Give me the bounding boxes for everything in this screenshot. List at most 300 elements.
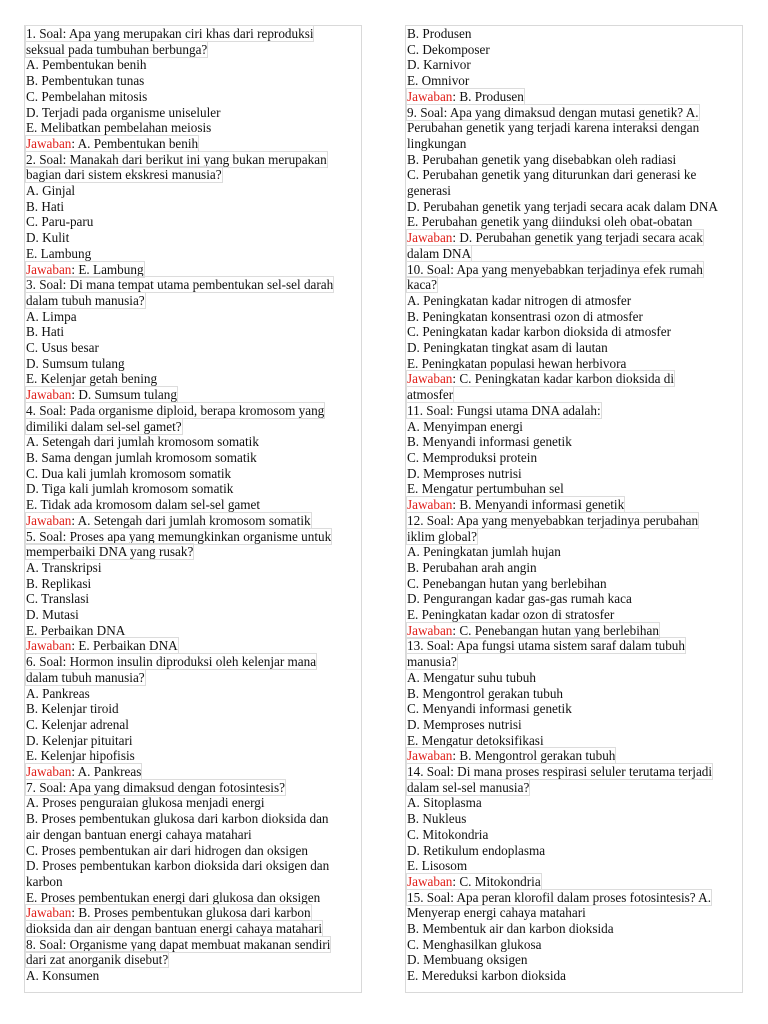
line-text: seksual pada tumbuhan berbunga? — [26, 41, 208, 57]
text-line — [407, 921, 741, 937]
line-text: 11. Soal: Fungsi utama DNA adalah: — [407, 402, 601, 418]
text-line — [407, 827, 741, 843]
line-content — [26, 262, 144, 277]
line-text: E. Perbaikan DNA — [26, 622, 126, 638]
text-line — [407, 199, 741, 215]
text-line — [26, 890, 360, 906]
text-line — [26, 152, 360, 168]
line-text: : D. Perubahan genetik yang terjadi secara acak — [452, 230, 703, 246]
text-line — [407, 183, 741, 199]
text-line — [407, 356, 741, 372]
line-content — [407, 921, 614, 936]
line-text: 6. Soal: Hormon insulin diproduksi oleh kelenjar mana — [26, 654, 317, 670]
line-content — [26, 371, 157, 386]
answer-line — [26, 262, 360, 278]
text-line — [26, 827, 360, 843]
line-content — [26, 246, 91, 261]
text-line — [407, 293, 741, 309]
text-line — [26, 686, 360, 702]
text-line — [407, 701, 741, 717]
answer-label: Jawaban — [407, 622, 453, 638]
answer-line — [407, 230, 741, 246]
line-content — [407, 623, 659, 638]
line-content — [26, 450, 257, 465]
line-content — [26, 277, 333, 292]
text-line — [26, 89, 360, 105]
text-line — [407, 607, 741, 623]
line-text: B. Replikasi — [26, 575, 92, 591]
line-text: D. Mutasi — [26, 607, 79, 623]
line-text: A. Peningkatan jumlah hujan — [407, 544, 561, 560]
line-text: B. Hati — [26, 324, 65, 340]
line-content — [407, 937, 541, 952]
line-text: A. Pembentukan benih — [26, 57, 147, 73]
line-content — [26, 544, 193, 559]
right-column — [405, 25, 743, 993]
line-content — [26, 952, 168, 967]
line-content — [407, 874, 541, 889]
line-text: 3. Soal: Di mana tempat utama pembentukan sel-sel darah — [26, 277, 334, 293]
text-line — [26, 246, 360, 262]
line-text: E. Mereduksi karbon dioksida — [407, 968, 566, 984]
text-line — [26, 57, 360, 73]
line-text: bagian dari sistem ekskresi manusia? — [26, 167, 222, 183]
answer-line — [26, 513, 360, 529]
line-content — [407, 57, 471, 72]
text-line — [407, 214, 741, 230]
text-line — [407, 952, 741, 968]
line-content — [407, 827, 488, 842]
line-text: C. Menghasilkan glukosa — [407, 936, 542, 952]
line-text: B. Kelenjar tiroid — [26, 701, 119, 717]
line-content — [407, 73, 469, 88]
line-content — [407, 654, 457, 669]
line-text: : B. Menyandi informasi genetik — [452, 497, 625, 513]
line-content — [407, 356, 626, 371]
line-text: C. Pembelahan mitosis — [26, 88, 148, 104]
answer-label: Jawaban — [407, 873, 453, 889]
text-line — [407, 591, 741, 607]
line-content — [26, 419, 182, 434]
line-content — [407, 42, 490, 57]
text-line — [26, 481, 360, 497]
line-text: : B. Proses pembentukan glukosa dari karbon — [71, 905, 311, 921]
line-text: D. Peningkatan tingkat asam di lautan — [407, 340, 608, 356]
line-text: dalam DNA — [407, 245, 472, 261]
text-line — [26, 858, 360, 874]
text-line — [26, 450, 360, 466]
line-content — [26, 843, 308, 858]
line-content — [26, 89, 147, 104]
line-content — [407, 497, 624, 512]
answer-line — [26, 905, 360, 921]
line-content — [26, 921, 322, 936]
line-content — [26, 356, 125, 371]
answer-line — [407, 623, 741, 639]
text-line — [407, 513, 741, 529]
left-column — [24, 25, 362, 993]
text-line — [26, 843, 360, 859]
text-line — [26, 403, 360, 419]
line-text: B. Nukleus — [407, 811, 467, 827]
line-content — [26, 937, 330, 952]
text-line — [407, 167, 741, 183]
text-line — [407, 105, 741, 121]
text-line — [407, 73, 741, 89]
line-content — [26, 324, 64, 339]
line-text: E. Lambung — [26, 245, 92, 261]
line-text: A. Mengatur suhu tubuh — [407, 669, 536, 685]
line-text: atmosfer — [407, 387, 454, 403]
text-line — [407, 26, 741, 42]
line-text: D. Memproses nutrisi — [407, 465, 522, 481]
line-text: A. Setengah dari jumlah kromosom somatik — [26, 434, 259, 450]
answer-line — [407, 874, 741, 890]
line-content — [26, 136, 198, 151]
line-content — [26, 795, 265, 810]
text-line — [26, 529, 360, 545]
line-content — [26, 811, 329, 826]
line-text: B. Hati — [26, 198, 65, 214]
line-text: C. Menyandi informasi genetik — [407, 701, 572, 717]
line-content — [407, 858, 467, 873]
text-line — [407, 811, 741, 827]
text-line — [407, 670, 741, 686]
line-content — [26, 340, 99, 355]
answer-label: Jawaban — [407, 497, 453, 513]
line-text: manusia? — [407, 654, 457, 670]
line-content — [26, 309, 77, 324]
text-line — [26, 42, 360, 58]
line-text: B. Perubahan arah angin — [407, 559, 537, 575]
line-text: generasi — [407, 183, 451, 199]
line-content — [407, 89, 524, 104]
text-line — [26, 670, 360, 686]
line-content — [26, 214, 93, 229]
line-text: E. Mengatur detoksifikasi — [407, 732, 544, 748]
line-text: dimiliki dalam sel-sel gamet? — [26, 418, 182, 434]
line-content — [407, 434, 572, 449]
line-text: C. Proses pembentukan air dari hidrogen dan oksigen — [26, 842, 309, 858]
line-text: A. Peningkatan kadar nitrogen di atmosfer — [407, 292, 632, 308]
line-content — [26, 513, 311, 528]
line-content — [26, 686, 90, 701]
line-content — [26, 183, 75, 198]
text-line — [407, 466, 741, 482]
line-text: dalam sel-sel manusia? — [407, 779, 530, 795]
line-text: D. Membuang oksigen — [407, 952, 528, 968]
text-line — [407, 795, 741, 811]
line-content — [26, 890, 320, 905]
text-line — [407, 638, 741, 654]
answer-line — [26, 764, 360, 780]
line-text: D. Memproses nutrisi — [407, 716, 522, 732]
line-text: A. Transkripsi — [26, 559, 102, 575]
line-text: dalam tubuh manusia? — [26, 669, 145, 685]
line-text: D. Karnivor — [407, 57, 471, 73]
line-content — [26, 466, 231, 481]
line-text: D. Terjadi pada organisme uniseluler — [26, 104, 221, 120]
text-line — [26, 576, 360, 592]
text-line — [407, 686, 741, 702]
line-content — [407, 529, 477, 544]
line-text: Perubahan genetik yang terjadi karena interaksi dengan — [407, 120, 700, 136]
line-content — [407, 387, 453, 402]
line-text: D. Sumsum tulang — [26, 355, 125, 371]
line-text: D. Proses pembentukan karbon dioksida dari oksigen dan — [26, 858, 330, 874]
line-content — [26, 638, 178, 653]
text-line — [407, 905, 741, 921]
text-line — [26, 293, 360, 309]
line-text: B. Produsen — [407, 26, 472, 41]
text-line — [407, 277, 741, 293]
line-content — [26, 607, 79, 622]
text-line — [26, 214, 360, 230]
text-line — [26, 199, 360, 215]
answer-line — [407, 497, 741, 513]
line-text: A. Proses penguraian glukosa menjadi energi — [26, 795, 265, 811]
line-text: kaca? — [407, 277, 438, 293]
text-line — [407, 246, 741, 262]
line-text: C. Paru-paru — [26, 214, 94, 230]
line-text: dari zat anorganik disebut? — [26, 952, 169, 968]
text-line — [407, 419, 741, 435]
text-line — [26, 780, 360, 796]
text-line — [26, 167, 360, 183]
line-content — [407, 136, 466, 151]
text-line — [407, 262, 741, 278]
line-content — [26, 497, 260, 512]
line-text: A. Konsumen — [26, 968, 100, 984]
line-text: : B. Mengontrol gerakan tubuh — [452, 748, 616, 764]
answer-line — [407, 371, 741, 387]
text-line — [407, 560, 741, 576]
line-content — [407, 670, 536, 685]
text-line — [26, 73, 360, 89]
line-text: C. Memproduksi protein — [407, 449, 538, 465]
line-content — [26, 403, 324, 418]
line-text: A. Limpa — [26, 308, 77, 324]
line-content — [26, 654, 316, 669]
text-line — [407, 937, 741, 953]
text-line — [407, 544, 741, 560]
line-content — [407, 277, 437, 292]
line-text: E. Proses pembentukan energi dari glukosa dan oksigen — [26, 889, 321, 905]
line-content — [26, 26, 313, 41]
line-text: 12. Soal: Apa yang menyebabkan terjadinya perubahan — [407, 512, 699, 528]
answer-line — [26, 136, 360, 152]
line-text: memperbaiki DNA yang rusak? — [26, 544, 194, 560]
line-content — [407, 403, 601, 418]
line-content — [407, 199, 718, 214]
answer-label: Jawaban — [407, 748, 453, 764]
line-content — [407, 576, 607, 591]
line-content — [407, 952, 528, 967]
line-text: C. Peningkatan kadar karbon dioksida di atmosfer — [407, 324, 672, 340]
text-line — [407, 780, 741, 796]
text-line — [26, 26, 360, 42]
line-content — [407, 230, 703, 245]
line-content — [26, 576, 91, 591]
line-text: E. Kelenjar getah bening — [26, 371, 158, 387]
text-line — [407, 340, 741, 356]
text-line — [407, 57, 741, 73]
line-content — [26, 230, 69, 245]
line-content — [26, 167, 222, 182]
line-content — [407, 733, 544, 748]
line-content — [407, 968, 566, 983]
line-text: E. Omnivor — [407, 73, 470, 89]
line-content — [26, 733, 133, 748]
line-content — [26, 905, 311, 920]
line-content — [407, 105, 699, 120]
line-content — [407, 905, 586, 920]
line-content — [407, 293, 631, 308]
line-content — [407, 638, 685, 653]
line-text: 8. Soal: Organisme yang dapat membuat makanan sendiri — [26, 936, 331, 952]
text-line — [26, 591, 360, 607]
line-text: B. Membentuk air dan karbon dioksida — [407, 921, 614, 937]
text-line — [26, 733, 360, 749]
text-line — [407, 843, 741, 859]
text-line — [26, 654, 360, 670]
text-line — [407, 120, 741, 136]
line-text: B. Mengontrol gerakan tubuh — [407, 685, 564, 701]
line-text: : C. Mitokondria — [452, 873, 541, 889]
line-text: A. Pankreas — [26, 685, 90, 701]
line-content — [26, 827, 252, 842]
line-text: C. Penebangan hutan yang berlebihan — [407, 575, 607, 591]
text-line — [407, 136, 741, 152]
text-line — [26, 607, 360, 623]
line-text: 15. Soal: Apa peran klorofil dalam proses fotosintesis? A. — [407, 889, 711, 905]
text-line — [26, 324, 360, 340]
line-text: air dengan bantuan energi cahaya matahari — [26, 826, 252, 842]
text-line — [407, 450, 741, 466]
line-content — [407, 419, 523, 434]
line-text: C. Usus besar — [26, 340, 99, 356]
text-line — [26, 544, 360, 560]
line-text: D. Retikulum endoplasma — [407, 842, 546, 858]
text-line — [407, 890, 741, 906]
line-content — [407, 340, 608, 355]
text-line — [407, 324, 741, 340]
line-content — [407, 686, 563, 701]
line-content — [407, 324, 671, 339]
text-line — [26, 968, 360, 984]
text-line — [26, 701, 360, 717]
line-content — [26, 764, 141, 779]
answer-label: Jawaban — [26, 135, 72, 151]
line-content — [407, 120, 699, 135]
text-line — [26, 795, 360, 811]
text-line — [407, 529, 741, 545]
text-line — [407, 42, 741, 58]
line-text: E. Lisosom — [407, 858, 468, 874]
text-line — [26, 309, 360, 325]
line-text: lingkungan — [407, 135, 467, 151]
answer-line — [26, 638, 360, 654]
line-text: B. Proses pembentukan glukosa dari karbon dioksida dan — [26, 811, 329, 827]
text-line — [26, 811, 360, 827]
line-content — [407, 481, 564, 496]
text-line — [407, 309, 741, 325]
answer-label: Jawaban — [26, 387, 72, 403]
line-content — [26, 968, 99, 983]
text-line — [407, 733, 741, 749]
text-line — [26, 230, 360, 246]
answer-label: Jawaban — [26, 905, 72, 921]
line-text: : B. Produsen — [452, 88, 524, 104]
text-line — [407, 764, 741, 780]
line-content — [26, 701, 119, 716]
line-text: : D. Sumsum tulang — [71, 387, 177, 403]
line-content — [26, 57, 147, 72]
line-text: A. Menyimpan energi — [407, 418, 523, 434]
line-text: E. Peningkatan populasi hewan herbivora — [407, 355, 627, 371]
line-text: dalam tubuh manusia? — [26, 292, 145, 308]
answer-label: Jawaban — [26, 261, 72, 277]
line-content — [407, 717, 522, 732]
line-content — [407, 26, 471, 41]
line-text: D. Kulit — [26, 230, 70, 246]
line-content — [407, 748, 615, 763]
line-text: C. Perubahan genetik yang diturunkan dari generasi ke — [407, 167, 697, 183]
line-content — [26, 780, 285, 795]
text-line — [407, 403, 741, 419]
line-text: E. Kelenjar hipofisis — [26, 748, 135, 764]
text-line — [26, 623, 360, 639]
line-content — [407, 811, 466, 826]
line-content — [26, 73, 144, 88]
text-line — [407, 654, 741, 670]
line-text: E. Melibatkan pembelahan meiosis — [26, 120, 212, 136]
line-text: D. Perubahan genetik yang terjadi secara acak dalam DNA — [407, 198, 718, 214]
line-text: dioksida dan air dengan bantuan energi cahaya matahari — [26, 921, 322, 937]
text-line — [407, 387, 741, 403]
line-text: C. Dua kali jumlah kromosom somatik — [26, 465, 232, 481]
text-line — [26, 356, 360, 372]
line-content — [407, 371, 674, 386]
line-content — [26, 858, 329, 873]
line-content — [407, 167, 696, 182]
line-text: : E. Lambung — [71, 261, 144, 277]
text-line — [26, 120, 360, 136]
text-line — [407, 434, 741, 450]
line-content — [26, 670, 145, 685]
answer-line — [26, 387, 360, 403]
line-text: 10. Soal: Apa yang menyebabkan terjadinya efek rumah — [407, 261, 703, 277]
line-text: karbon — [26, 873, 63, 889]
answer-line — [407, 89, 741, 105]
text-line — [26, 183, 360, 199]
text-line — [407, 576, 741, 592]
line-text: B. Menyandi informasi genetik — [407, 434, 572, 450]
line-content — [407, 843, 545, 858]
text-line — [26, 434, 360, 450]
line-content — [407, 544, 561, 559]
line-content — [407, 764, 712, 779]
line-content — [407, 152, 676, 167]
text-line — [26, 497, 360, 513]
text-line — [26, 952, 360, 968]
answer-label: Jawaban — [407, 88, 453, 104]
line-text: A. Sitoplasma — [407, 795, 482, 811]
line-content — [407, 466, 522, 481]
line-content — [26, 42, 207, 57]
line-text: C. Mitokondria — [407, 826, 489, 842]
text-line — [26, 105, 360, 121]
